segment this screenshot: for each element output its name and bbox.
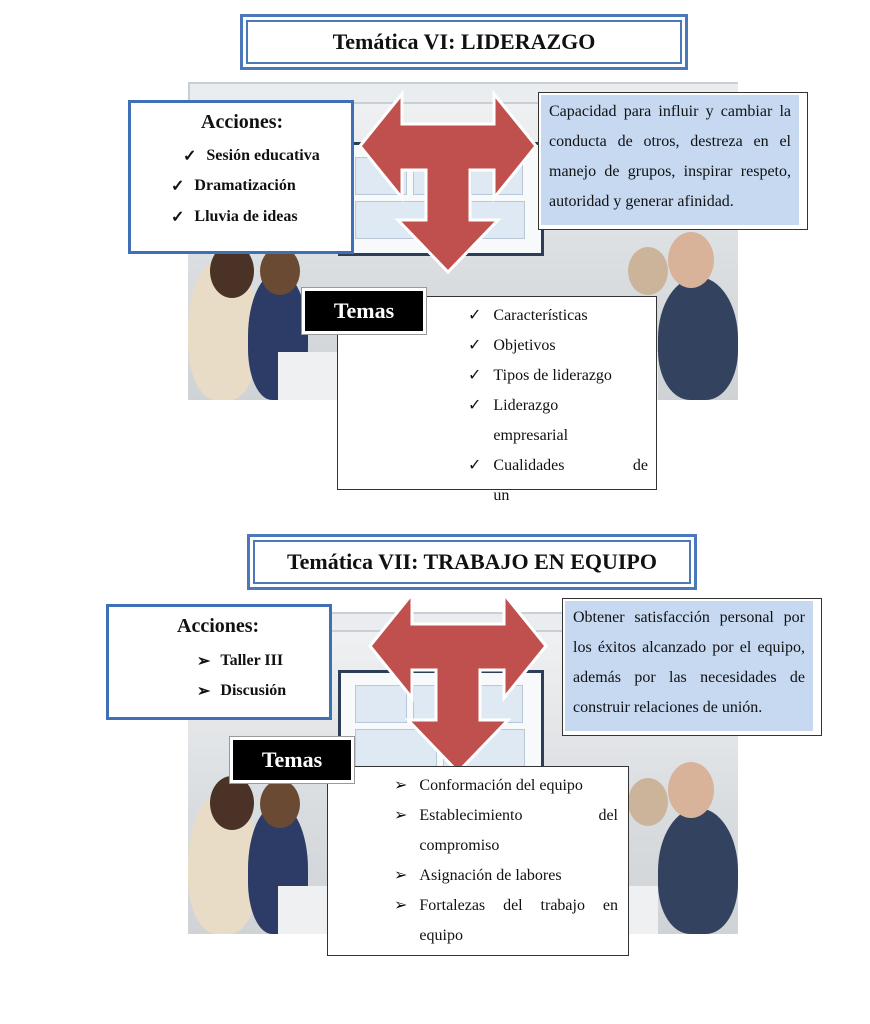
check-icon: ✓ (468, 307, 482, 324)
section1-title-text: Temática VI: LIDERAZGO (332, 29, 596, 54)
section2-description-box (562, 598, 822, 736)
section2-temas-label: Temas (230, 737, 354, 783)
check-icon: ✓ (171, 178, 185, 195)
check-icon: ✓ (183, 148, 197, 165)
check-icon: ✓ (468, 337, 482, 354)
check-icon: ✓ (468, 397, 482, 414)
section2-accion-item: ➢ Discusión (197, 682, 287, 700)
section1-tema-item: ✓ Características (468, 301, 588, 331)
section1-title (240, 14, 688, 70)
section1-accion-item: ✓ Lluvia de ideas (171, 208, 298, 226)
section2-tri-arrow-icon (368, 588, 548, 774)
arrow-bullet-icon: ➢ (197, 653, 211, 670)
section1-tema-item: ✓ Tipos de liderazgo (468, 361, 612, 391)
section2-title (247, 534, 697, 590)
section2-tema-item: ➢ Fortalezas del trabajo en equipo (394, 891, 618, 951)
arrow-bullet-icon: ➢ (394, 867, 408, 884)
section1-tri-arrow-icon (358, 88, 538, 274)
section1-temas-label: Temas (302, 288, 426, 334)
arrow-bullet-icon: ➢ (394, 807, 408, 824)
section1-description-box (538, 92, 808, 230)
section2-title-text: Temática VII: TRABAJO EN EQUIPO (287, 549, 657, 574)
section2-acciones-title: Acciones: (177, 615, 260, 637)
section1-acciones-box (128, 100, 354, 254)
check-icon: ✓ (468, 367, 482, 384)
section1-tema-item: ✓ Objetivos (468, 331, 556, 361)
arrow-bullet-icon: ➢ (197, 683, 211, 700)
arrow-bullet-icon: ➢ (394, 897, 408, 914)
check-icon: ✓ (468, 457, 482, 474)
section1-accion-item: ✓ Dramatización (171, 177, 296, 195)
section2-tema-item: ➢ Conformación del equipo (394, 771, 583, 801)
section2-acciones-box (106, 604, 332, 720)
section1-accion-item: ✓ Sesión educativa (183, 147, 320, 165)
section2-tema-item: ➢ Establecimiento del compromiso (394, 801, 618, 861)
arrow-bullet-icon: ➢ (394, 777, 408, 794)
section2-accion-item: ➢ Taller III (197, 652, 284, 670)
section1-acciones-title: Acciones: (201, 111, 284, 133)
check-icon: ✓ (171, 209, 185, 226)
section2-tema-item: ➢ Asignación de labores (394, 861, 562, 891)
section1-description: Capacidad para influir y cambiar la conducta de otros, destreza en el manejo de grupos, inspirar respeto, autoridad y generar afinidad. (541, 95, 799, 225)
section1-tema-item: ✓ Liderazgo empresarial (468, 391, 548, 451)
section2-description: Obtener satisfacción personal por los éxitos alcanzado por el equipo, además por las necesidades de construir relaciones de unión. (565, 601, 813, 731)
section1-tema-item: ✓ Cualidades de un (468, 451, 648, 511)
section2-temas-box (327, 766, 629, 956)
